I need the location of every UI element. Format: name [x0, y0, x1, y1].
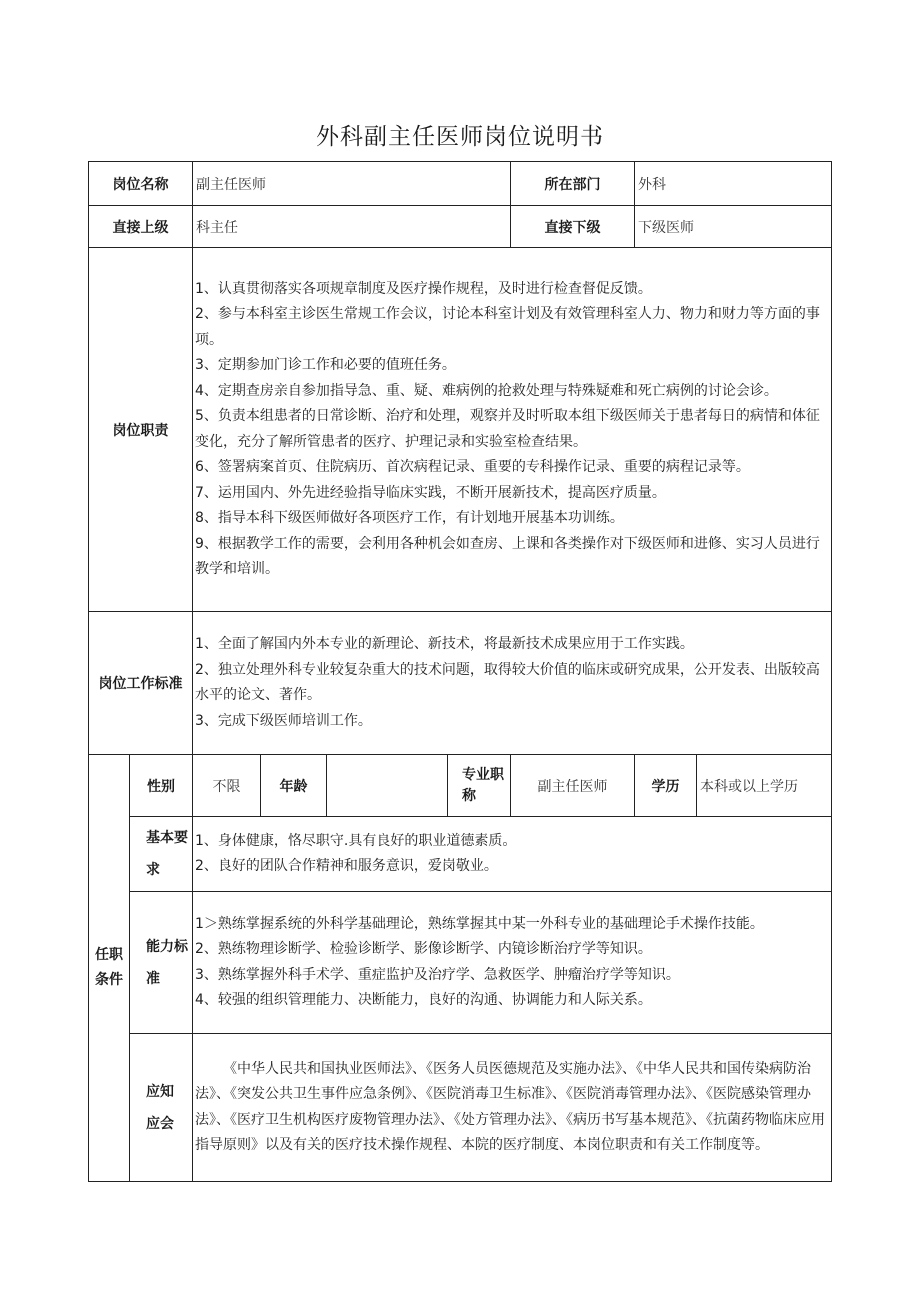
duties-list [193, 248, 832, 612]
standard-item: 2、独立处理外科专业较复杂重大的技术问题，取得较大价值的临床或研究成果，公开发表、出版较高水平的论文、著作。 [195, 661, 820, 703]
duty-item: 3、定期参加门诊工作和必要的值班任务。 [195, 357, 456, 373]
document-title: 外科副主任医师岗位说明书 [316, 124, 604, 150]
position-name-value: 副主任医师 [193, 162, 511, 206]
row-ability-standards [89, 892, 832, 1034]
duty-item: 4、定期查房亲自参加指导急、重、疑、难病例的抢救处理与特殊疑难和死亡病例的讨论会诊。 [195, 382, 778, 399]
ability-standards-list [193, 892, 832, 1034]
department-label: 所在部门 [511, 162, 635, 206]
ability-item: 3、熟练掌握外科手术学、重症监护及治疗学、急救医学、肿瘤治疗学等知识。 [195, 966, 680, 983]
row-duties [89, 248, 832, 612]
gender-label: 性别 [130, 755, 193, 817]
qualifications-label-text: 任职条件 [95, 947, 123, 988]
duty-item: 5、负责本组患者的日常诊断、治疗和处理，观察并及时听取本组下级医师关于患者每日的病情和体征变化，充分了解所管患者的医疗、护理记录和实验室检查结果。 [195, 408, 820, 450]
standards-list [193, 612, 832, 755]
requirement-item: 2、良好的团队合作精神和服务意识，爱岗敬业。 [195, 858, 498, 874]
knowledge-text: 《中华人民共和国执业医师法》、《医务人员医德规范及实施办法》、《中华人民共和国传染病防治法》、《突发公共卫生事件应急条例》、《医院消毒卫生标准》、《医院消毒管理办法》、《医院感染管理办法》、《医疗卫生机构医疗废物管理办法》、《处方管理办法》、《病历书写基本规范》、《抗菌药物临床应用指导原则》以及有关的医疗技术操作规程、本院的医疗制度、本岗位职责和有关工作制度等。 [193, 1034, 832, 1182]
subordinate-label: 直接下级 [511, 206, 635, 248]
professional-title-value: 副主任医师 [511, 755, 635, 817]
basic-requirements-list [193, 817, 832, 892]
ability-item: 2、熟练物理诊断学、检验诊断学、影像诊断学、内镜诊断治疗学等知识。 [195, 941, 652, 957]
department-value: 外科 [635, 162, 832, 206]
row-basic-info [89, 755, 832, 817]
education-label: 学历 [635, 755, 697, 817]
superior-value: 科主任 [193, 206, 511, 248]
ability-standards-label [130, 892, 193, 1034]
row-position-name [89, 162, 832, 206]
position-name-label: 岗位名称 [89, 162, 193, 206]
knowledge-label [130, 1034, 193, 1182]
superior-label: 直接上级 [89, 206, 193, 248]
duty-item: 7、运用国内、外先进经验指导临床实践，不断开展新技术，提高医疗质量。 [195, 484, 666, 501]
knowledge-label-text: 应知应会 [146, 1083, 174, 1132]
duties-label: 岗位职责 [89, 248, 193, 612]
ability-item: 1＞熟练掌握系统的外科学基础理论，熟练掌握其中某一外科专业的基础理论手术操作技能。 [195, 915, 764, 932]
row-superior [89, 206, 832, 248]
standards-label: 岗位工作标准 [89, 612, 193, 755]
gender-value: 不限 [193, 755, 261, 817]
ability-standards-label-text: 能力标准 [146, 938, 188, 987]
age-label: 年龄 [261, 755, 327, 817]
basic-requirements-label-text: 基本要求 [146, 830, 188, 878]
duty-item: 9、根据教学工作的需要，会利用各种机会如查房、上课和各类操作对下级医师和进修、实习人员进行教学和培训。 [195, 535, 820, 577]
duty-item: 2、参与本科室主诊医生常规工作会议，讨论本科室计划及有效管理科室人力、物力和财力等方面的事项。 [195, 306, 820, 348]
duty-item: 8、指导本科下级医师做好各项医疗工作，有计划地开展基本功训练。 [195, 510, 624, 526]
duty-item: 6、签署病案首页、住院病历、首次病程记录、重要的专科操作记录、重要的病程记录等。 [195, 459, 750, 475]
job-description-table [88, 161, 832, 1182]
row-basic-requirements [89, 817, 832, 892]
duty-item: 1、认真贯彻落实各项规章制度及医疗操作规程，及时进行检查督促反馈。 [195, 280, 652, 297]
row-standards [89, 612, 832, 755]
subordinate-value: 下级医师 [635, 206, 832, 248]
age-value [327, 755, 448, 817]
basic-requirements-label [130, 817, 193, 892]
standard-item: 3、完成下级医师培训工作。 [195, 712, 372, 729]
requirement-item: 1、身体健康，恪尽职守.具有良好的职业道德素质。 [195, 832, 517, 849]
qualifications-label [89, 755, 130, 1182]
ability-item: 4、较强的组织管理能力、决断能力，良好的沟通、协调能力和人际关系。 [195, 992, 652, 1008]
standard-item: 1、全面了解国内外本专业的新理论、新技术，将最新技术成果应用于工作实践。 [195, 636, 694, 652]
education-value: 本科或以上学历 [697, 755, 832, 817]
row-knowledge [89, 1034, 832, 1182]
professional-title-label: 专业职称 [448, 755, 511, 817]
